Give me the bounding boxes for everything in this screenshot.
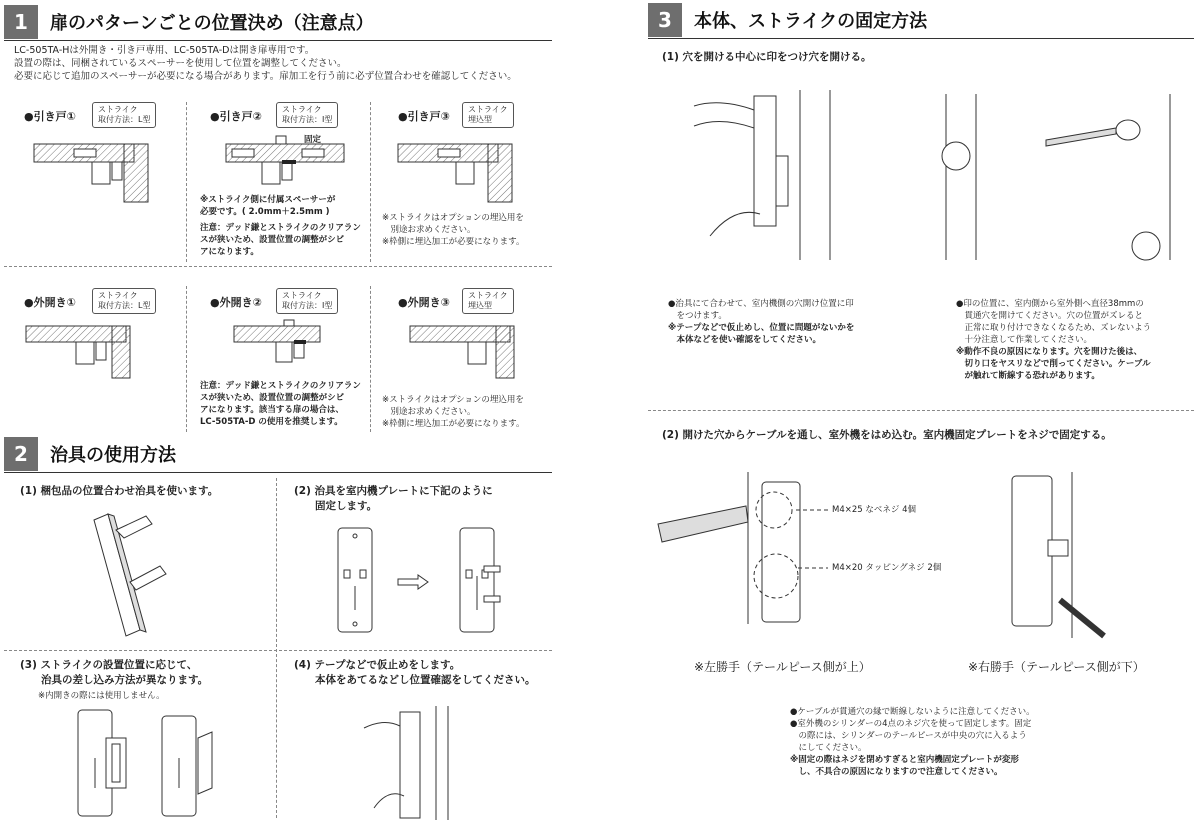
- divider: [276, 478, 277, 818]
- note-line: の際には、シリンダーのテールピースが中央の穴に入るよう: [790, 731, 1027, 741]
- intro-line: 設置の際は、同梱されているスペーサーを使用して位置を調整してください。: [14, 58, 347, 69]
- note-line: 切り口をヤスリなどで削ってください。ケーブル: [956, 359, 1151, 369]
- strike-badge: [276, 288, 338, 314]
- step-4: [294, 658, 536, 688]
- divider: [4, 650, 552, 651]
- section-1-intro: [14, 44, 554, 83]
- jig-inserted-left-illustration: [76, 708, 136, 820]
- step-line: (2) 治具を室内機プレートに下記のように: [294, 485, 493, 497]
- note-line: 正常に取り付けできなくなるため、ズレないよう: [956, 323, 1152, 333]
- divider: [370, 102, 371, 262]
- step-1: (1) 梱包品の位置合わせ治具を使います。: [20, 485, 219, 497]
- note-line: LC-505TA-D の使用を推奨します。: [200, 417, 343, 427]
- badge-line: 取付方法：L型: [98, 301, 151, 310]
- note-line: ●室外機のシリンダーの4点のネジ穴を使って固定します。固定: [790, 719, 1032, 729]
- badge-line: ストライク: [282, 105, 322, 114]
- slide-door-2-diagram: [222, 132, 352, 196]
- pattern-label: ●引き戸②: [210, 110, 262, 123]
- drill-hole-illustration: [916, 90, 1196, 262]
- badge-line: 埋込型: [468, 301, 492, 310]
- badge-line: ストライク: [468, 291, 508, 300]
- fixed-label: 固定: [304, 135, 322, 145]
- section-1-header: [4, 4, 374, 40]
- section-3-header: [648, 2, 927, 38]
- left-hand-caption: ※左勝手（テールピース側が上）: [694, 660, 871, 674]
- note-line: 本体などを使い確認をしてください。: [668, 335, 822, 345]
- note-line: ●治具にて合わせて、室内機側の穴開け位置に印: [668, 299, 854, 309]
- note-line: 別途お求めください。: [382, 407, 476, 417]
- note-clearance: [200, 222, 370, 258]
- note-line: をつけます。: [668, 311, 727, 321]
- section-rule: [4, 40, 552, 41]
- right-handed-install-illustration: [1000, 470, 1110, 640]
- pattern-label: ●引き戸③: [398, 110, 450, 123]
- note-line: スが狭いため、設置位置の調整がシビ: [200, 235, 345, 245]
- step-2: [294, 484, 493, 514]
- outswing-2-diagram: [230, 320, 360, 370]
- note-line: 十分注意して作業してください。: [956, 335, 1093, 345]
- note-line: ●ケーブルが貫通穴の縁で断線しないように注意してください。: [790, 707, 1035, 717]
- slide-door-3-diagram: [394, 140, 524, 204]
- note-line: ●印の位置に、室内側から室外側へ直径38mmの: [956, 299, 1144, 309]
- note-line: 注意：デッド鎌とストライクのクリアラン: [200, 381, 361, 391]
- section-number: 1: [4, 5, 38, 39]
- step-3-note: ※内開きの際には使用しません。: [38, 691, 165, 701]
- strike-badge: [92, 102, 156, 128]
- note-spacer: [200, 194, 370, 218]
- section-rule: [648, 38, 1194, 39]
- outswing-3-diagram: [406, 322, 536, 382]
- strike-badge: [462, 102, 514, 128]
- indoor-plate-illustration: [336, 526, 376, 636]
- strike-badge: [276, 102, 338, 128]
- note-line: 別途お求めください。: [382, 225, 476, 235]
- note-line: スが狭いため、設置位置の調整がシビ: [200, 393, 345, 403]
- note-line: ※ストライク側に付属スペーサーが: [200, 195, 336, 205]
- note-option: [382, 394, 552, 430]
- slide-door-1-diagram: [30, 140, 160, 204]
- divider: [4, 266, 552, 267]
- note-line: にしてください。: [790, 743, 867, 753]
- badge-line: 取付方法：I型: [282, 301, 333, 310]
- note-line: ※固定の際はネジを閉めすぎると室内機固定プレートが変形: [790, 755, 1019, 765]
- right-hand-caption: ※右勝手（テールピース側が下）: [968, 660, 1145, 674]
- badge-line: ストライク: [98, 105, 138, 114]
- badge-line: ストライク: [282, 291, 322, 300]
- divider: [186, 102, 187, 262]
- hole-notes-left: [668, 298, 908, 346]
- intro-line: LC-505TA-Hは外開き・引き戸専用、LC-505TA-Dは開き扉専用です。: [14, 45, 315, 56]
- section-number: 3: [648, 3, 682, 37]
- step-line: (3) ストライクの設置位置に応じて、: [20, 659, 198, 671]
- step-3: [20, 658, 208, 688]
- badge-line: ストライク: [468, 105, 508, 114]
- section-title: 本体、ストライクの固定方法: [694, 11, 928, 32]
- badge-line: 取付方法：I型: [282, 115, 333, 124]
- note-outswing: [200, 380, 372, 428]
- section-number: 2: [4, 437, 38, 471]
- note-line: ※枠側に埋込加工が必要になります。: [382, 419, 525, 429]
- section-title: 治具の使用方法: [50, 445, 176, 466]
- intro-line: 必要に応じて追加のスペーサーが必要になる場合があります。扉加工を行う前に必ず位置合わせを確認してください。: [14, 71, 517, 82]
- plate-with-jig-illustration: [458, 526, 508, 636]
- screw-m4x20-label: M4×20 タッピングネジ 2個: [832, 563, 942, 573]
- strike-badge: [462, 288, 514, 314]
- note-line: 貫通穴を開けてください。穴の位置がズレると: [956, 311, 1144, 321]
- divider: [648, 410, 1194, 411]
- step-line: 本体をあてるなどし位置確認をしてください。: [294, 674, 536, 686]
- badge-line: ストライク: [98, 291, 138, 300]
- pattern-label: ●外開き③: [398, 296, 450, 309]
- note-line: ※枠側に埋込加工が必要になります。: [382, 237, 525, 247]
- arrow-icon: [396, 574, 430, 590]
- section-2-header: [4, 436, 176, 472]
- note-line: が触れて断線する恐れがあります。: [956, 371, 1100, 381]
- badge-line: 取付方法：L型: [98, 115, 151, 124]
- jig-illustration: [90, 510, 180, 640]
- note-line: ※テープなどで仮止めし、位置に問題がないかを: [668, 323, 855, 333]
- note-line: し、不具合の原因になりますので注意してください。: [790, 767, 1003, 777]
- left-handed-install-illustration: [656, 470, 836, 626]
- note-option: [382, 212, 552, 248]
- note-line: アになります。該当する扉の場合は、: [200, 405, 344, 415]
- section-rule: [4, 472, 552, 473]
- pattern-label: ●外開き②: [210, 296, 262, 309]
- divider: [186, 286, 187, 432]
- note-line: ※ストライクはオプションの埋込用を: [382, 395, 524, 405]
- step-line: 固定します。: [294, 500, 378, 512]
- section-title: 扉のパターンごとの位置決め（注意点）: [50, 13, 374, 34]
- pattern-label: ●引き戸①: [24, 110, 76, 123]
- install-notes: [790, 706, 1080, 778]
- step-line: (4) テープなどで仮止めをします。: [294, 659, 461, 671]
- step-2: (2) 開けた穴からケーブルを通し、室外機をはめ込む。室内機固定プレートをネジで固定する。: [662, 429, 1112, 441]
- hole-notes-right: [956, 298, 1196, 382]
- tape-fix-illustration: [360, 704, 470, 822]
- note-line: 注意：デッド鎌とストライクのクリアラン: [200, 223, 361, 233]
- mark-hole-illustration: [690, 86, 840, 262]
- badge-line: 埋込型: [468, 115, 492, 124]
- jig-inserted-right-illustration: [160, 708, 220, 820]
- strike-badge: [92, 288, 156, 314]
- note-line: ※動作不良の原因になります。穴を開けた後は、: [956, 347, 1143, 357]
- note-line: ※ストライクはオプションの埋込用を: [382, 213, 524, 223]
- screw-m4x25-label: M4×25 なベネジ 4個: [832, 505, 916, 515]
- outswing-1-diagram: [22, 322, 162, 382]
- note-line: 必要です。( 2.0mm＋2.5mm ): [200, 207, 330, 217]
- step-line: 治具の差し込み方法が異なります。: [20, 674, 209, 686]
- step-1: (1) 穴を開ける中心に印をつけ穴を開ける。: [662, 51, 872, 63]
- note-line: アになります。: [200, 247, 259, 257]
- pattern-label: ●外開き①: [24, 296, 76, 309]
